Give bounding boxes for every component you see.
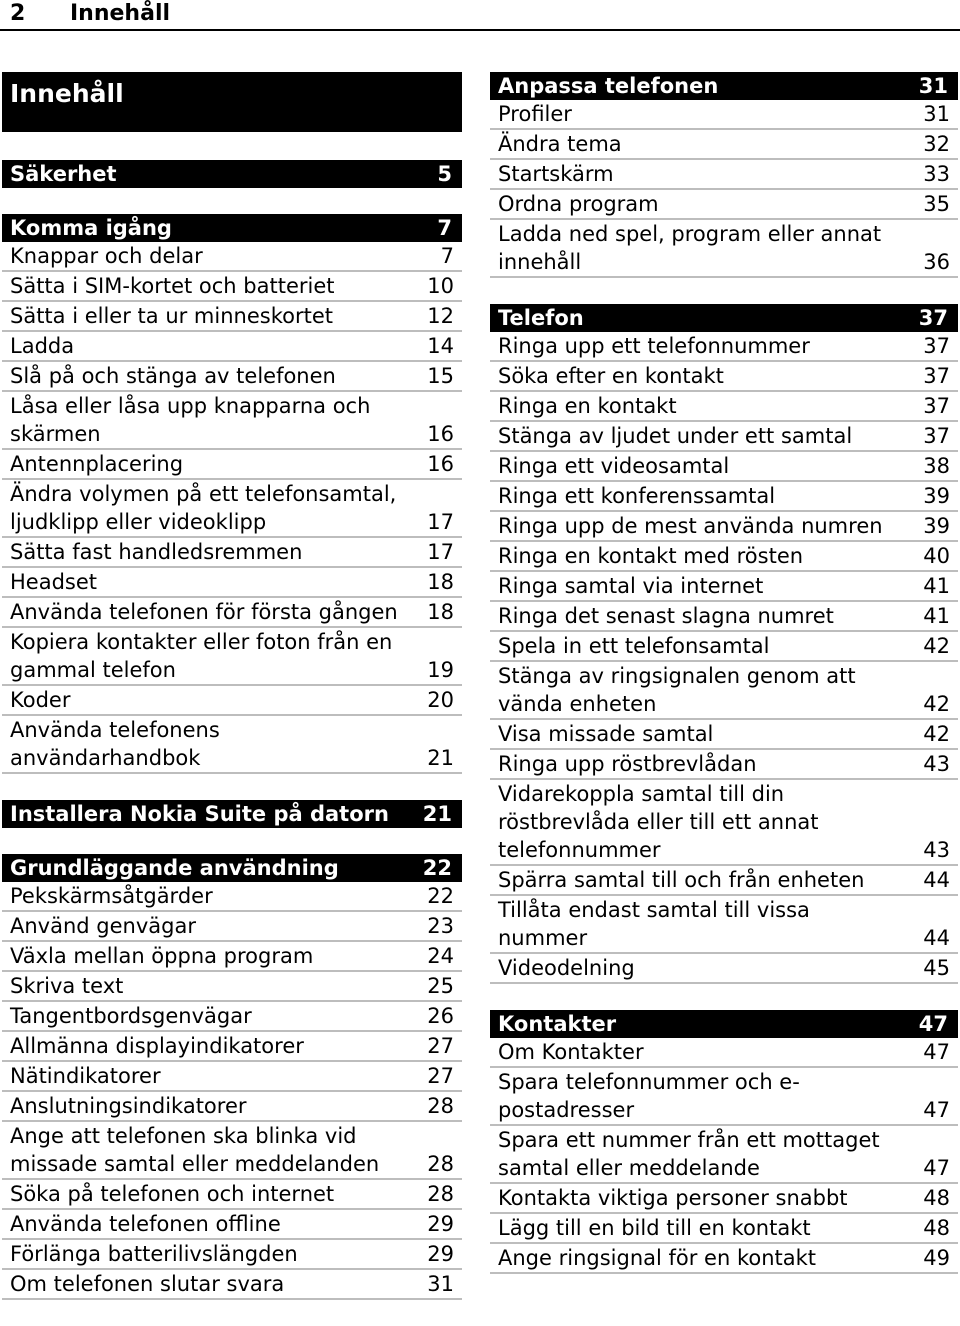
toc-entry[interactable] [2, 686, 462, 716]
section-page-number: 22 [422, 856, 452, 880]
entry-title: Låsa eller låsa upp knapparna och skärmen [10, 394, 371, 446]
entry-title: Förlänga batterilivslängden [10, 1242, 298, 1266]
entry-title: Nätindikatorer [10, 1064, 161, 1088]
entry-title: Antennplacering [10, 452, 184, 476]
entry-title: Anslutningsindikatorer [10, 1094, 247, 1118]
section-title: Säkerhet [10, 162, 117, 186]
toc-entry[interactable] [2, 1122, 462, 1180]
entry-page-number: 16 [427, 422, 454, 446]
entry-title: Allmänna displayindikatorer [10, 1034, 304, 1058]
entry-page-number: 17 [427, 510, 454, 534]
entry-title: Använda telefonens användarhandbok [10, 718, 220, 770]
entry-page-number: 19 [427, 658, 454, 682]
entry-page-number: 43 [923, 752, 950, 776]
page-number: 2 [10, 1, 26, 26]
entry-title: Stänga av ringsignalen genom att vända enheten [498, 664, 856, 716]
entry-page-number: 31 [923, 102, 950, 126]
toc-column-right [490, 72, 958, 1300]
entry-title: Ringa en kontakt [498, 394, 677, 418]
entry-title: Ringa ett videosamtal [498, 454, 730, 478]
entry-page-number: 29 [427, 1212, 454, 1236]
entry-page-number: 28 [427, 1182, 454, 1206]
entry-page-number: 15 [427, 364, 454, 388]
entry-page-number: 28 [427, 1152, 454, 1176]
entry-page-number: 39 [923, 514, 950, 538]
entry-page-number: 44 [923, 926, 950, 950]
main-title: Innehåll [2, 72, 462, 132]
entry-title: Ringa en kontakt med rösten [498, 544, 804, 568]
entry-page-number: 18 [427, 600, 454, 624]
entry-page-number: 35 [923, 192, 950, 216]
entry-page-number: 38 [923, 454, 950, 478]
entry-title: Lägg till en bild till en kontakt [498, 1216, 811, 1240]
toc-section [490, 1010, 958, 1274]
toc-entry[interactable] [2, 242, 462, 272]
toc-entry[interactable] [490, 160, 958, 190]
entry-title: Koder [10, 688, 71, 712]
entry-page-number: 16 [427, 452, 454, 476]
entry-title: Ladda [10, 334, 75, 358]
entry-page-number: 14 [427, 334, 454, 358]
section-title: Telefon [498, 306, 584, 330]
toc-entry[interactable] [490, 896, 958, 954]
entry-title: Ringa samtal via internet [498, 574, 764, 598]
section-page-number: 31 [918, 74, 948, 98]
toc-entry[interactable] [2, 392, 462, 450]
toc-entry[interactable] [490, 452, 958, 482]
toc-entry[interactable] [2, 1240, 462, 1270]
entry-title: Kopiera kontakter eller foton från en gammal telefon [10, 630, 393, 682]
toc-entry[interactable] [490, 512, 958, 542]
entry-title: Ange ringsignal för en kontakt [498, 1246, 817, 1270]
entry-title: Ringa det senast slagna numret [498, 604, 834, 628]
entry-title: Ringa upp de mest använda numren [498, 514, 883, 538]
toc-entry[interactable] [490, 1068, 958, 1126]
toc-entry[interactable] [490, 362, 958, 392]
entry-page-number: 48 [923, 1216, 950, 1240]
toc-entry[interactable] [2, 450, 462, 480]
section-page-number: 5 [437, 162, 452, 186]
entry-title: Använd genvägar [10, 914, 196, 938]
entry-page-number: 33 [923, 162, 950, 186]
toc-entry[interactable] [490, 1038, 958, 1068]
toc-entry[interactable] [490, 392, 958, 422]
entry-title: Headset [10, 570, 98, 594]
entry-title: Slå på och stänga av telefonen [10, 364, 336, 388]
entry-title: Använda telefonen offline [10, 1212, 281, 1236]
section-heading[interactable] [490, 304, 958, 332]
entry-title: Vidarekoppla samtal till din röstbrevlåda eller till ett annat telefonnummer [498, 782, 819, 862]
entry-title: Ringa upp ett telefonnummer [498, 334, 810, 358]
section-heading[interactable] [2, 160, 462, 188]
entry-page-number: 12 [427, 304, 454, 328]
entry-title: Söka på telefonen och internet [10, 1182, 335, 1206]
entry-page-number: 47 [923, 1098, 950, 1122]
right-sections [490, 72, 958, 1274]
toc-entry[interactable] [2, 272, 462, 302]
entry-page-number: 31 [427, 1272, 454, 1296]
entry-page-number: 37 [923, 334, 950, 358]
entry-page-number: 23 [427, 914, 454, 938]
entry-page-number: 20 [427, 688, 454, 712]
entry-title: Använda telefonen för första gången [10, 600, 398, 624]
entry-page-number: 18 [427, 570, 454, 594]
entry-page-number: 43 [923, 838, 950, 862]
toc-entry[interactable] [2, 1210, 462, 1240]
entry-title: Pekskärmsåtgärder [10, 884, 213, 908]
entry-page-number: 41 [923, 604, 950, 628]
entry-page-number: 37 [923, 424, 950, 448]
entry-title: Spara telefonnummer och e- postadresser [498, 1070, 800, 1122]
toc-section [490, 72, 958, 278]
toc-entry[interactable] [490, 482, 958, 512]
toc-entry[interactable] [490, 632, 958, 662]
toc-entry[interactable] [2, 332, 462, 362]
entry-title: Sätta i eller ta ur minneskortet [10, 304, 333, 328]
entry-title: Ändra volymen på ett telefonsamtal, ljudklipp eller videoklipp [10, 482, 397, 534]
entry-page-number: 26 [427, 1004, 454, 1028]
toc-entry[interactable] [2, 1180, 462, 1210]
toc-entry[interactable] [2, 912, 462, 942]
toc-entry[interactable] [2, 1002, 462, 1032]
entry-title: Skriva text [10, 974, 124, 998]
toc-entry[interactable] [490, 750, 958, 780]
entry-title: Sätta i SIM-kortet och batteriet [10, 274, 335, 298]
entry-page-number: 32 [923, 132, 950, 156]
entry-title: Spela in ett telefonsamtal [498, 634, 770, 658]
toc-entry[interactable] [490, 130, 958, 160]
toc-entry[interactable] [490, 572, 958, 602]
entry-title: Spara ett nummer från ett mottaget samtal eller meddelande [498, 1128, 880, 1180]
toc-entry[interactable] [2, 598, 462, 628]
entry-page-number: 40 [923, 544, 950, 568]
entry-title: Tangentbordsgenvägar [10, 1004, 252, 1028]
toc-entry[interactable] [490, 220, 958, 278]
toc-section [2, 214, 462, 774]
entry-page-number: 49 [923, 1246, 950, 1270]
section-title: Grundläggande användning [10, 856, 339, 880]
entry-page-number: 37 [923, 364, 950, 388]
entry-page-number: 29 [427, 1242, 454, 1266]
entry-title: Sätta fast handledsremmen [10, 540, 303, 564]
entry-page-number: 27 [427, 1034, 454, 1058]
entry-title: Ringa upp röstbrevlådan [498, 752, 757, 776]
entry-page-number: 44 [923, 868, 950, 892]
toc-entry[interactable] [2, 882, 462, 912]
toc-entry[interactable] [490, 1126, 958, 1184]
section-title: Kontakter [498, 1012, 617, 1036]
toc-entry[interactable] [2, 972, 462, 1002]
section-page-number: 47 [918, 1012, 948, 1036]
toc-column-left [2, 72, 462, 1326]
entry-title: Visa missade samtal [498, 722, 714, 746]
entry-title: Startskärm [498, 162, 614, 186]
entry-page-number: 17 [427, 540, 454, 564]
entry-title: Ladda ned spel, program eller annat innehåll [498, 222, 882, 274]
toc-section [2, 854, 462, 1300]
toc-section [2, 800, 462, 828]
toc-entry[interactable] [2, 942, 462, 972]
entry-title: Stänga av ljudet under ett samtal [498, 424, 853, 448]
entry-title: Växla mellan öppna program [10, 944, 314, 968]
section-heading[interactable] [490, 72, 958, 100]
entry-title: Ordna program [498, 192, 659, 216]
entry-title: Videodelning [498, 956, 635, 980]
entry-title: Spärra samtal till och från enheten [498, 868, 865, 892]
entry-page-number: 47 [923, 1040, 950, 1064]
entry-page-number: 10 [427, 274, 454, 298]
toc-entry[interactable] [490, 422, 958, 452]
entry-page-number: 28 [427, 1094, 454, 1118]
toc-entry[interactable] [490, 100, 958, 130]
toc-entry[interactable] [490, 1214, 958, 1244]
toc-entry[interactable] [490, 866, 958, 896]
section-heading[interactable] [2, 800, 462, 828]
entry-title: Profiler [498, 102, 572, 126]
entry-page-number: 24 [427, 944, 454, 968]
toc-section [490, 304, 958, 984]
entry-page-number: 42 [923, 634, 950, 658]
entry-title: Om telefonen slutar svara [10, 1272, 285, 1296]
entry-page-number: 25 [427, 974, 454, 998]
toc-entry[interactable] [490, 542, 958, 572]
toc-entry[interactable] [490, 954, 958, 984]
section-heading[interactable] [2, 854, 462, 882]
toc-entry[interactable] [490, 190, 958, 220]
entry-page-number: 39 [923, 484, 950, 508]
entry-page-number: 36 [923, 250, 950, 274]
toc-entry[interactable] [2, 628, 462, 686]
toc-entry[interactable] [490, 780, 958, 866]
entry-title: Ändra tema [498, 132, 622, 156]
entry-page-number: 7 [440, 244, 454, 268]
toc-entry[interactable] [490, 1184, 958, 1214]
entry-page-number: 45 [923, 956, 950, 980]
section-title: Komma igång [10, 216, 172, 240]
toc-entry[interactable] [2, 716, 462, 774]
entry-title: Söka efter en kontakt [498, 364, 724, 388]
entry-title: Knappar och delar [10, 244, 203, 268]
toc-entry[interactable] [2, 1092, 462, 1122]
toc-entry[interactable] [2, 1270, 462, 1300]
section-page-number: 37 [918, 306, 948, 330]
toc-entry[interactable] [2, 362, 462, 392]
page-header [0, 0, 960, 31]
toc-section [2, 160, 462, 188]
toc-entry[interactable] [490, 1244, 958, 1274]
entry-page-number: 42 [923, 692, 950, 716]
section-page-number: 7 [437, 216, 452, 240]
toc-entry[interactable] [490, 332, 958, 362]
entry-page-number: 47 [923, 1156, 950, 1180]
entry-page-number: 37 [923, 394, 950, 418]
toc-entry[interactable] [2, 480, 462, 538]
section-page-number: 21 [422, 802, 452, 826]
toc-entry[interactable] [490, 602, 958, 632]
entry-title: Ringa ett konferenssamtal [498, 484, 776, 508]
toc-entry[interactable] [2, 568, 462, 598]
entry-page-number: 42 [923, 722, 950, 746]
entry-page-number: 22 [427, 884, 454, 908]
toc-entry[interactable] [490, 662, 958, 720]
entry-title: Kontakta viktiga personer snabbt [498, 1186, 848, 1210]
section-heading[interactable] [2, 214, 462, 242]
entry-page-number: 27 [427, 1064, 454, 1088]
page-header-title: Innehåll [70, 1, 171, 26]
left-sections [2, 160, 462, 1300]
entry-page-number: 21 [427, 746, 454, 770]
section-title: Anpassa telefonen [498, 74, 719, 98]
entry-title: Ange att telefonen ska blinka vid missade samtal eller meddelanden [10, 1124, 380, 1176]
entry-page-number: 48 [923, 1186, 950, 1210]
toc-entry[interactable] [490, 720, 958, 750]
entry-title: Tillåta endast samtal till vissa nummer [498, 898, 810, 950]
toc-entry[interactable] [2, 1062, 462, 1092]
section-title: Installera Nokia Suite på datorn [10, 802, 389, 826]
entry-page-number: 41 [923, 574, 950, 598]
toc-entry[interactable] [2, 538, 462, 568]
toc-entry[interactable] [2, 1032, 462, 1062]
toc-entry[interactable] [2, 302, 462, 332]
section-heading[interactable] [490, 1010, 958, 1038]
entry-title: Om Kontakter [498, 1040, 644, 1064]
